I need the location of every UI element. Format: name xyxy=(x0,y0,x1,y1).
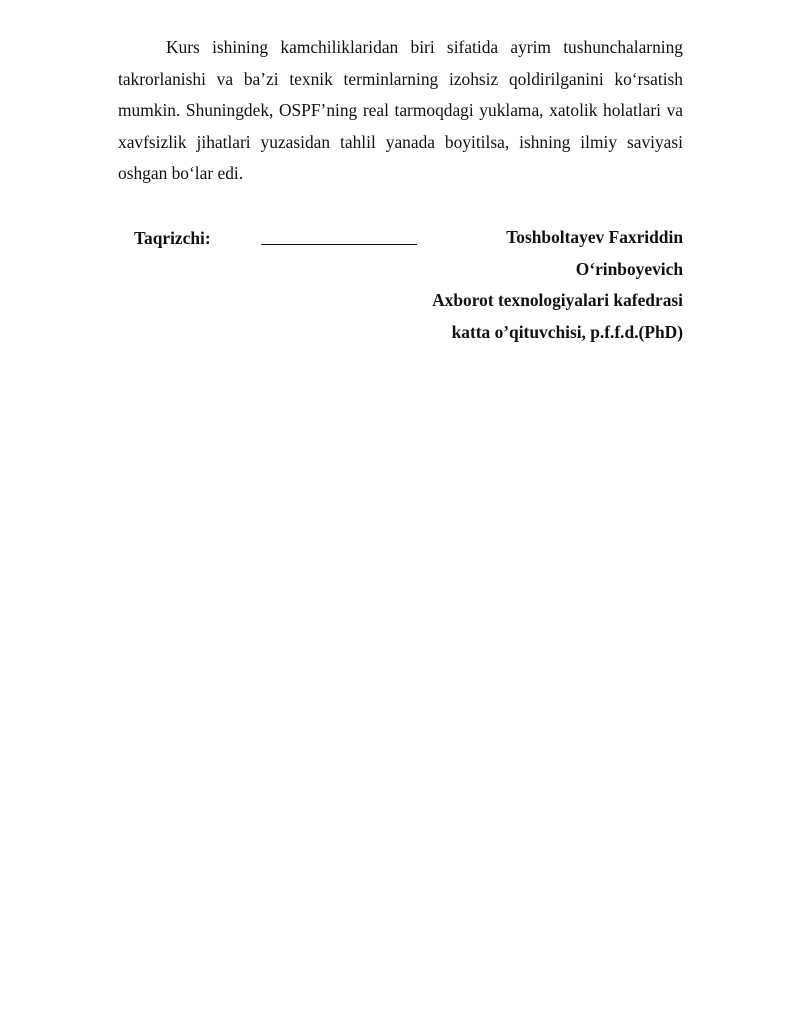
reviewer-info xyxy=(432,222,683,348)
reviewer-name-line1: Toshboltayev Faxriddin xyxy=(506,227,683,247)
reviewer-department: Axborot texnologiyalari kafedrasi xyxy=(432,290,683,310)
review-paragraph: Kurs ishining kamchiliklaridan biri sifatida ayrim tushunchalarning takrorlanishi va ba’zi texnik terminlarning izohsiz qoldirilganini ko‘rsatish mumkin. Shuningdek, OSPF’ning real tarmoqdagi yuklama, xatolik holatlari va xavfsizlik jihatlari yuzasidan tahlil yanada boyitilsa, ishning ilmiy saviyasi oshgan bo‘lar edi. xyxy=(118,37,683,183)
reviewer-label: Taqrizchi: xyxy=(134,228,211,248)
reviewer-name-line2: O‘rinboyevich xyxy=(575,258,683,279)
reviewer-position: katta o’qituvchisi, p.f.f.d.(PhD) xyxy=(451,321,683,342)
signature-line xyxy=(261,244,417,245)
